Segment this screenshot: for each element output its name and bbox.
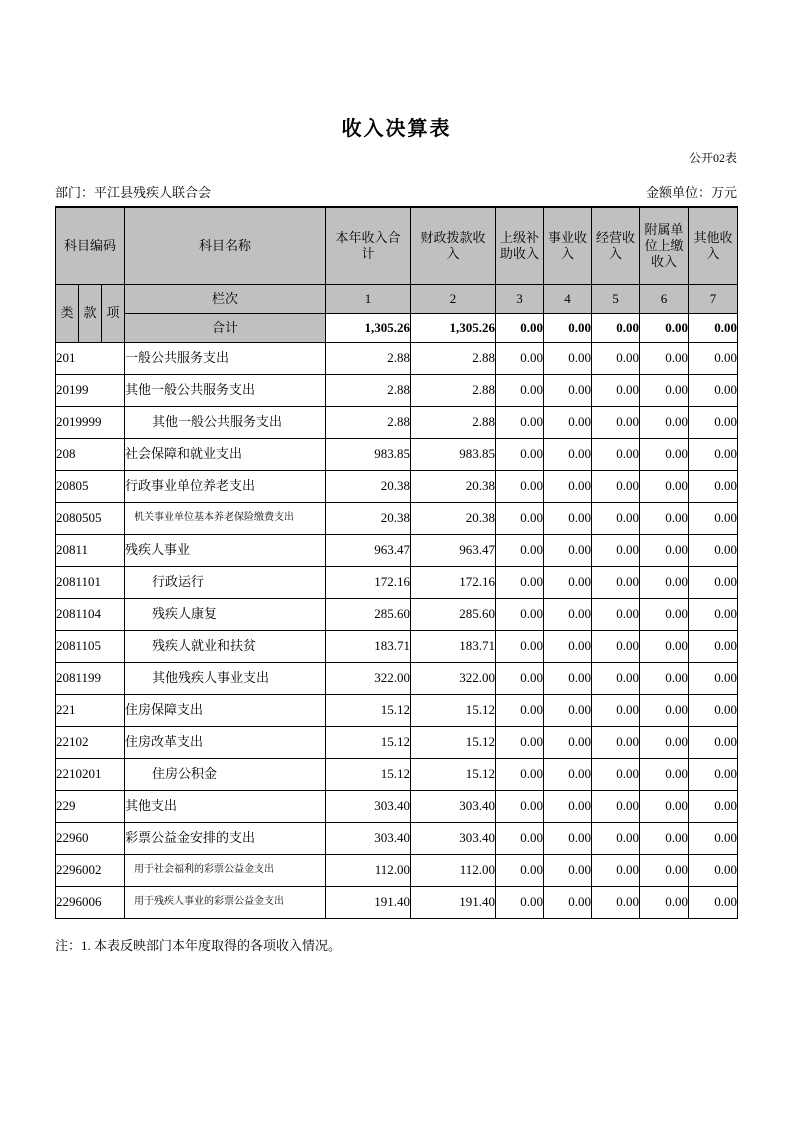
unit-label: 金额单位：万元	[645, 185, 737, 200]
row-value: 0.00	[496, 759, 544, 791]
row-value: 0.00	[640, 631, 689, 663]
total-label: 合计	[125, 314, 326, 343]
total-value: 1,305.26	[411, 314, 496, 343]
header-col-subsidy: 上级补助收入	[496, 207, 544, 285]
row-name: 住房公积金	[125, 759, 326, 791]
row-value: 0.00	[544, 375, 592, 407]
table-header	[56, 207, 738, 343]
row-value: 20.38	[326, 471, 411, 503]
table-row	[56, 791, 738, 823]
table-row	[56, 343, 738, 375]
table-row	[56, 727, 738, 759]
row-value: 0.00	[544, 759, 592, 791]
row-value: 0.00	[640, 823, 689, 855]
total-value: 0.00	[689, 314, 738, 343]
row-value: 0.00	[544, 535, 592, 567]
row-value: 191.40	[326, 887, 411, 919]
row-value: 322.00	[411, 663, 496, 695]
table-row	[56, 599, 738, 631]
row-value: 0.00	[689, 503, 738, 535]
table-row	[56, 823, 738, 855]
row-value: 2.88	[326, 375, 411, 407]
row-value: 0.00	[544, 567, 592, 599]
row-value: 0.00	[640, 759, 689, 791]
row-value: 0.00	[640, 695, 689, 727]
row-value: 303.40	[411, 823, 496, 855]
row-value: 0.00	[640, 567, 689, 599]
table-row	[56, 887, 738, 919]
row-value: 322.00	[326, 663, 411, 695]
row-value: 0.00	[544, 343, 592, 375]
header-class: 类	[56, 285, 79, 343]
row-value: 285.60	[326, 599, 411, 631]
header-colnum-3: 3	[496, 285, 544, 314]
row-value: 285.60	[411, 599, 496, 631]
row-value: 0.00	[496, 503, 544, 535]
row-value: 0.00	[592, 631, 640, 663]
row-value: 2.88	[411, 407, 496, 439]
row-value: 0.00	[689, 855, 738, 887]
header-section: 款	[79, 285, 102, 343]
row-value: 0.00	[544, 887, 592, 919]
row-name: 行政事业单位养老支出	[125, 471, 326, 503]
row-code: 20805	[56, 471, 125, 503]
row-value: 0.00	[592, 535, 640, 567]
row-value: 0.00	[544, 503, 592, 535]
row-value: 963.47	[326, 535, 411, 567]
row-value: 0.00	[496, 887, 544, 919]
row-name: 残疾人就业和扶贫	[125, 631, 326, 663]
row-code: 20811	[56, 535, 125, 567]
row-value: 0.00	[544, 631, 592, 663]
row-value: 0.00	[689, 599, 738, 631]
table-row	[56, 407, 738, 439]
table-row	[56, 439, 738, 471]
department-label: 部门：平江县残疾人联合会	[55, 185, 212, 200]
income-table	[55, 206, 738, 919]
header-col-operating: 经营收入	[592, 207, 640, 285]
total-value: 1,305.26	[326, 314, 411, 343]
row-code: 201	[56, 343, 125, 375]
row-value: 0.00	[689, 343, 738, 375]
row-value: 0.00	[544, 727, 592, 759]
row-value: 0.00	[592, 663, 640, 695]
row-value: 0.00	[689, 759, 738, 791]
row-name: 社会保障和就业支出	[125, 439, 326, 471]
row-value: 15.12	[411, 759, 496, 791]
row-value: 0.00	[544, 791, 592, 823]
total-value: 0.00	[544, 314, 592, 343]
row-value: 0.00	[640, 503, 689, 535]
row-name: 住房保障支出	[125, 695, 326, 727]
row-value: 0.00	[640, 727, 689, 759]
row-value: 0.00	[689, 631, 738, 663]
row-value: 0.00	[640, 535, 689, 567]
table-row	[56, 503, 738, 535]
row-value: 0.00	[496, 407, 544, 439]
row-value: 0.00	[544, 823, 592, 855]
row-value: 0.00	[592, 695, 640, 727]
row-value: 0.00	[640, 663, 689, 695]
row-value: 0.00	[689, 375, 738, 407]
row-code: 229	[56, 791, 125, 823]
row-value: 0.00	[496, 823, 544, 855]
row-value: 172.16	[326, 567, 411, 599]
row-code: 2081101	[56, 567, 125, 599]
header-col-fiscal: 财政拨款收入	[411, 207, 496, 285]
row-value: 0.00	[689, 439, 738, 471]
row-value: 0.00	[496, 439, 544, 471]
row-value: 0.00	[544, 599, 592, 631]
header-row-2	[56, 285, 738, 314]
row-name: 其他残疾人事业支出	[125, 663, 326, 695]
row-value: 2.88	[326, 343, 411, 375]
footnote: 注：1. 本表反映部门本年度取得的各项收入情况。	[55, 938, 342, 953]
row-value: 0.00	[592, 407, 640, 439]
meta-row	[0, 166, 793, 206]
row-value: 0.00	[689, 695, 738, 727]
row-value: 15.12	[411, 727, 496, 759]
row-value: 0.00	[592, 471, 640, 503]
row-value: 0.00	[496, 663, 544, 695]
row-value: 0.00	[640, 471, 689, 503]
header-colnum-5: 5	[592, 285, 640, 314]
row-value: 0.00	[689, 823, 738, 855]
row-name: 残疾人事业	[125, 535, 326, 567]
row-value: 0.00	[592, 343, 640, 375]
table-body	[56, 343, 738, 919]
row-value: 191.40	[411, 887, 496, 919]
row-code: 20199	[56, 375, 125, 407]
header-row-1	[56, 207, 738, 285]
row-value: 0.00	[544, 663, 592, 695]
row-value: 20.38	[411, 503, 496, 535]
row-value: 0.00	[689, 535, 738, 567]
row-value: 0.00	[689, 567, 738, 599]
header-col-other: 其他收入	[689, 207, 738, 285]
row-value: 15.12	[326, 759, 411, 791]
row-value: 0.00	[496, 567, 544, 599]
row-value: 2.88	[411, 375, 496, 407]
row-value: 2.88	[411, 343, 496, 375]
table-row	[56, 567, 738, 599]
row-value: 0.00	[496, 791, 544, 823]
row-value: 15.12	[411, 695, 496, 727]
row-code: 22102	[56, 727, 125, 759]
row-value: 0.00	[640, 791, 689, 823]
row-value: 0.00	[544, 439, 592, 471]
row-code: 2296002	[56, 855, 125, 887]
row-value: 0.00	[640, 599, 689, 631]
row-name: 用于残疾人事业的彩票公益金支出	[125, 887, 326, 919]
row-code: 2081104	[56, 599, 125, 631]
row-value: 112.00	[411, 855, 496, 887]
header-col-affiliated: 附属单位上缴收入	[640, 207, 689, 285]
row-value: 112.00	[326, 855, 411, 887]
row-code: 2081199	[56, 663, 125, 695]
row-value: 303.40	[326, 791, 411, 823]
row-value: 15.12	[326, 695, 411, 727]
row-value: 983.85	[411, 439, 496, 471]
header-colnum-2: 2	[411, 285, 496, 314]
row-value: 0.00	[689, 407, 738, 439]
row-name: 其他一般公共服务支出	[125, 375, 326, 407]
total-value: 0.00	[640, 314, 689, 343]
table-row	[56, 759, 738, 791]
row-code: 2296006	[56, 887, 125, 919]
row-value: 0.00	[689, 791, 738, 823]
row-name: 其他支出	[125, 791, 326, 823]
total-value: 0.00	[592, 314, 640, 343]
row-code: 22960	[56, 823, 125, 855]
row-value: 15.12	[326, 727, 411, 759]
header-colnum-4: 4	[544, 285, 592, 314]
total-row	[56, 314, 738, 343]
row-value: 0.00	[689, 663, 738, 695]
row-value: 0.00	[592, 887, 640, 919]
row-name: 用于社会福利的彩票公益金支出	[125, 855, 326, 887]
row-value: 983.85	[326, 439, 411, 471]
table-row	[56, 631, 738, 663]
table-row	[56, 535, 738, 567]
row-name: 行政运行	[125, 567, 326, 599]
row-value: 2.88	[326, 407, 411, 439]
row-value: 0.00	[544, 695, 592, 727]
row-value: 0.00	[544, 855, 592, 887]
header-colnum-6: 6	[640, 285, 689, 314]
row-value: 183.71	[411, 631, 496, 663]
row-value: 0.00	[544, 471, 592, 503]
row-value: 0.00	[496, 727, 544, 759]
row-value: 0.00	[592, 439, 640, 471]
row-value: 0.00	[640, 407, 689, 439]
row-value: 0.00	[592, 503, 640, 535]
row-value: 0.00	[496, 855, 544, 887]
row-value: 0.00	[592, 823, 640, 855]
row-value: 0.00	[496, 695, 544, 727]
row-value: 20.38	[326, 503, 411, 535]
row-name: 残疾人康复	[125, 599, 326, 631]
header-colnum-7: 7	[689, 285, 738, 314]
row-value: 20.38	[411, 471, 496, 503]
row-value: 0.00	[640, 439, 689, 471]
row-value: 0.00	[640, 375, 689, 407]
table-row	[56, 471, 738, 503]
row-code: 2081105	[56, 631, 125, 663]
table-row	[56, 695, 738, 727]
table-row	[56, 855, 738, 887]
row-value: 0.00	[496, 343, 544, 375]
row-value: 0.00	[640, 343, 689, 375]
row-value: 0.00	[640, 855, 689, 887]
row-value: 963.47	[411, 535, 496, 567]
row-code: 2019999	[56, 407, 125, 439]
row-value: 0.00	[592, 375, 640, 407]
header-subject-code: 科目编码	[56, 207, 125, 285]
row-value: 0.00	[496, 631, 544, 663]
row-name: 彩票公益金安排的支出	[125, 823, 326, 855]
row-value: 0.00	[592, 791, 640, 823]
row-value: 183.71	[326, 631, 411, 663]
row-code: 221	[56, 695, 125, 727]
row-value: 0.00	[689, 887, 738, 919]
row-name: 其他一般公共服务支出	[125, 407, 326, 439]
row-value: 0.00	[496, 599, 544, 631]
header-lanci: 栏次	[125, 285, 326, 314]
page-title: 收入决算表	[341, 118, 452, 140]
header-col-business: 事业收入	[544, 207, 592, 285]
row-value: 0.00	[592, 855, 640, 887]
row-value: 0.00	[496, 535, 544, 567]
row-value: 0.00	[496, 471, 544, 503]
row-value: 172.16	[411, 567, 496, 599]
row-code: 2080505	[56, 503, 125, 535]
header-subject-name: 科目名称	[125, 207, 326, 285]
row-value: 0.00	[689, 471, 738, 503]
row-value: 303.40	[326, 823, 411, 855]
row-value: 0.00	[544, 407, 592, 439]
table-row	[56, 375, 738, 407]
header-col-total: 本年收入合计	[326, 207, 411, 285]
row-name: 机关事业单位基本养老保险缴费支出	[125, 503, 326, 535]
row-value: 0.00	[592, 567, 640, 599]
row-value: 0.00	[592, 599, 640, 631]
row-value: 0.00	[689, 727, 738, 759]
row-name: 一般公共服务支出	[125, 343, 326, 375]
row-code: 208	[56, 439, 125, 471]
row-value: 0.00	[592, 759, 640, 791]
header-colnum-1: 1	[326, 285, 411, 314]
row-value: 0.00	[640, 887, 689, 919]
total-value: 0.00	[496, 314, 544, 343]
header-item: 项	[102, 285, 125, 343]
row-value: 0.00	[496, 375, 544, 407]
table-row	[56, 663, 738, 695]
row-value: 0.00	[592, 727, 640, 759]
table-code-label: 公开02表	[688, 151, 737, 165]
row-value: 303.40	[411, 791, 496, 823]
row-code: 2210201	[56, 759, 125, 791]
row-name: 住房改革支出	[125, 727, 326, 759]
